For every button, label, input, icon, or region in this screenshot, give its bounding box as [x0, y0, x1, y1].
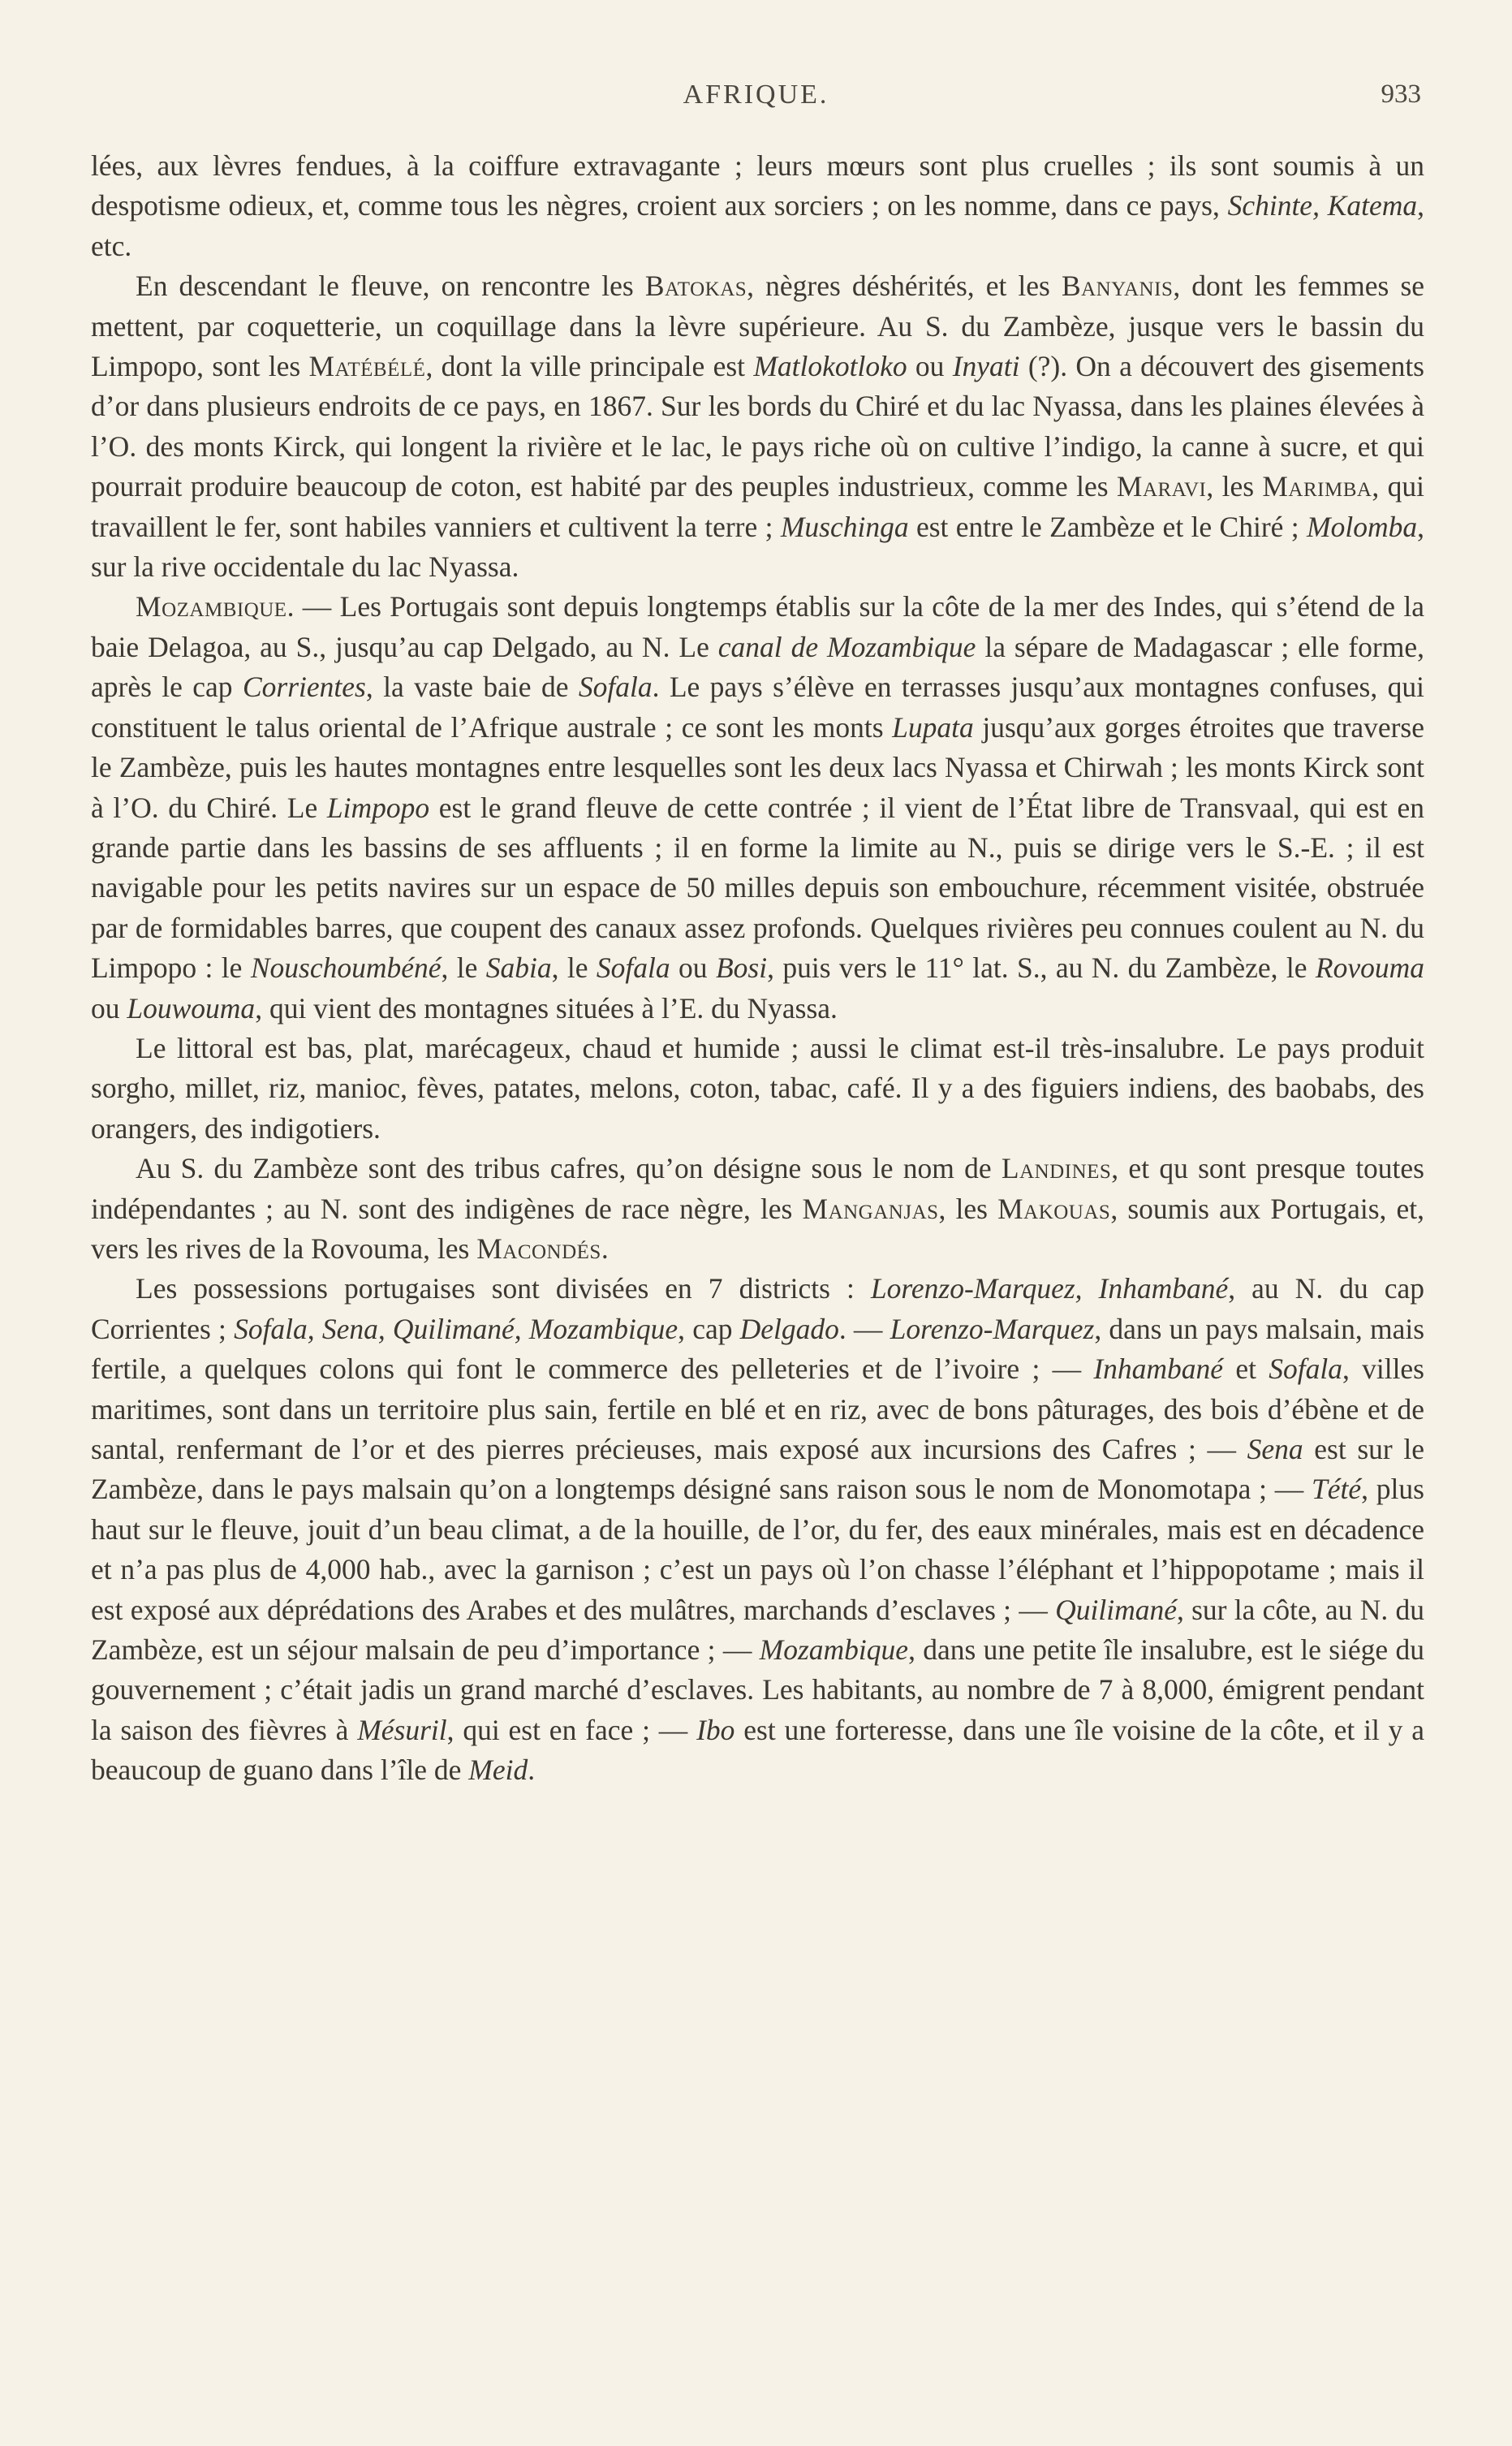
italic-term: Sofala — [578, 671, 653, 704]
running-title: AFRIQUE. — [683, 80, 829, 110]
italic-term: Sena — [1247, 1433, 1303, 1465]
text-run: Le littoral est bas, plat, marécageux, chaud et humide ; aussi le climat est-il très-insalubre. Le pays produit sorgho, millet, riz, manioc, fèves, patates, melons, coton, tabac, café. Il y a des figuiers indiens, des baobabs, des orangers, des indigotiers. — [91, 1031, 1424, 1145]
body-text — [91, 146, 1424, 1791]
small-caps-term: Batokas — [644, 270, 747, 303]
text-run: . — [528, 1754, 536, 1787]
italic-term: canal de Mozambique — [717, 630, 976, 663]
text-run: Au S. du Zambèze sont des tribus cafres, qu’on désigne sous le nom de — [136, 1152, 1002, 1185]
italic-term: Inyati — [952, 350, 1020, 383]
paragraph — [91, 146, 1424, 266]
text-run: , qui vient des montagnes situées à l’E. du Nyassa. — [255, 991, 838, 1025]
italic-term: Sofala, Sena, Quilimané, Mozambique — [234, 1312, 678, 1345]
italic-term: Matlokotloko — [753, 350, 907, 383]
running-head — [91, 80, 1421, 117]
italic-term: Mésuril — [357, 1713, 447, 1746]
italic-term: Lupata — [892, 710, 974, 744]
small-caps-term: Macondés — [476, 1232, 601, 1265]
text-run: . — Les Portugais sont depuis longtemps établis sur la côte de la mer des Indes, qui s’étend de la baie Delagoa, au S., jusqu’au cap Delgado, au N. Le — [91, 590, 1424, 663]
text-run: , plus haut sur le fleuve, jouit d’un beau climat, a de la houille, de l’or, du fer, des eaux minérales, mais est en décadence et n’a pas plus de 4,000 hab., avec la garnison ; c’est un pays où l’on chasse l’éléphant et l’hippopotame ; mais il est exposé aux déprédations des Arabes et des mulâtres, marchands d’esclaves ; — — [91, 1473, 1424, 1626]
small-caps-term: Mozambique — [136, 590, 287, 623]
paragraph — [91, 1149, 1424, 1269]
text-run: , sur la côte, au N. du Zambèze, est un séjour malsain de peu d’importance ; — — [91, 1593, 1424, 1667]
italic-term: Quilimané — [1055, 1593, 1177, 1626]
small-caps-term: Landines — [1001, 1152, 1112, 1185]
text-run: jusqu’aux gorges étroites que traverse le Zambèze, puis les hautes montagnes entre lesquelles sont les deux lacs Nyassa et Chirwah ; les monts Kirck sont à l’O. du Chiré. Le — [91, 710, 1424, 824]
text-run: , dans un pays malsain, mais fertile, a quelques colons qui font le commerce des pelleteries et de l’ivoire ; — — [91, 1312, 1425, 1386]
italic-term: Louwouma — [127, 991, 256, 1025]
italic-term: Rovouma — [1315, 951, 1425, 985]
small-caps-term: Maravi — [1116, 470, 1207, 503]
paragraph — [91, 1029, 1424, 1149]
small-caps-term: Banyanis — [1061, 270, 1174, 303]
text-run: , dans une petite île insalubre, est le siége du gouvernement ; c’était jadis un grand marché d’esclaves. Les habitants, au nombre de 7 à 8,000, émigrent pendant la saison des fièvres à — [91, 1633, 1424, 1746]
text-run: , sur la rive occidentale du lac Nyassa. — [91, 510, 1424, 584]
text-run: , et qu sont presque toutes indépendantes ; au N. sont des indigènes de race nègre, les — [91, 1152, 1424, 1225]
text-run: ou — [670, 951, 716, 985]
text-run: En descendant le fleuve, on rencontre les — [136, 270, 645, 303]
text-run: , qui est en face ; — — [446, 1713, 697, 1746]
text-run: , cap — [678, 1312, 740, 1345]
text-run: est une forteresse, dans une île voisine de la côte, et il y a beaucoup de guano dans l’île de — [91, 1713, 1424, 1787]
text-run: , les — [1206, 470, 1263, 503]
text-run: , soumis aux Portugais, et, vers les rives de la Rovouma, les — [91, 1192, 1425, 1265]
italic-term: Schinte, Katema — [1227, 189, 1418, 222]
text-run: ou — [91, 991, 127, 1025]
text-run: , au N. du cap Corrientes ; — [91, 1272, 1424, 1345]
paragraph — [91, 266, 1424, 587]
italic-term: Lorenzo-Marquez, Inhambané — [870, 1272, 1229, 1305]
italic-term: Tété — [1312, 1473, 1362, 1506]
page-number: 933 — [1381, 80, 1421, 109]
text-run: , le — [551, 951, 597, 985]
small-caps-term: Manganjas — [802, 1192, 939, 1225]
text-run: , nègres déshérités, et les — [747, 270, 1062, 303]
text-run: , qui travaillent le fer, sont habiles vanniers et cultivent la terre ; — [91, 470, 1424, 543]
italic-term: Nouschoumbéné — [250, 951, 442, 985]
text-run: , le — [441, 951, 486, 985]
italic-term: Bosi — [715, 951, 768, 985]
small-caps-term: Makouas — [997, 1192, 1111, 1225]
paragraph — [91, 1269, 1424, 1790]
italic-term: Molomba — [1307, 510, 1418, 543]
text-run: , villes maritimes, sont dans un territoire plus sain, fertile en blé et en riz, avec de bons pâturages, des bois d’ébène et de santal, renfermant de l’or et des pierres précieuses, mais exposé aux incursions des Cafres ; — — [91, 1352, 1425, 1465]
text-run: . — — [838, 1312, 890, 1345]
italic-term: Corrientes — [242, 671, 366, 704]
text-run: , dont la ville principale est — [425, 350, 754, 383]
text-run: , etc. — [91, 189, 1424, 262]
text-run: est le grand fleuve de cette contrée ; il vient de l’État libre de Transvaal, qui est en grande partie dans les bassins de ses affluents ; il en forme la limite au N., puis se dirige vers le S.-E. ; il est navigable pour les petits navires sur un espace de 50 milles depuis son embouchure, récemment visitée, obstruée par de formidables barres, que coupent des canaux assez profonds. Quelques rivières peu connues coulent au N. du Limpopo : le — [91, 791, 1425, 985]
italic-term: Delgado — [739, 1312, 839, 1345]
text-run: Les possessions portugaises sont divisées en 7 districts : — [136, 1272, 871, 1305]
text-run: (?). On a découvert des gisements d’or dans plusieurs endroits de ce pays, en 1867. Sur les bords du Chiré et du lac Nyassa, dans les plaines élevées à l’O. des monts Kirck, qui longent la rivière et le lac, le pays riche où on cultive l’indigo, la canne à sucre, et qui pourrait produire beaucoup de coton, est habité par des peuples industrieux, comme les — [91, 350, 1425, 503]
italic-term: Sofala — [596, 951, 670, 985]
italic-term: Sofala — [1269, 1352, 1342, 1386]
italic-term: Mozambique — [759, 1633, 909, 1667]
text-run: est entre le Zambèze et le Chiré ; — [908, 510, 1307, 543]
text-run: , les — [938, 1192, 998, 1225]
italic-term: Inhambané — [1093, 1352, 1224, 1386]
text-run: la sépare de Madagascar ; elle forme, après le cap — [91, 630, 1424, 704]
italic-term: Meid — [468, 1754, 528, 1787]
text-run: est sur le Zambèze, dans le pays malsain qu’on a longtemps désigné sans raison sous le nom de Monomotapa ; — — [91, 1433, 1424, 1506]
italic-term: Ibo — [696, 1713, 735, 1746]
italic-term: Limpopo — [326, 791, 430, 824]
text-run: . — [601, 1232, 609, 1265]
text-run: . Le pays s’élève en terrasses jusqu’aux montagnes confuses, qui constituent le talus oriental de l’Afrique australe ; ce sont les monts — [91, 671, 1424, 744]
italic-term: Lorenzo-Marquez — [890, 1312, 1095, 1345]
italic-term: Sabia — [485, 951, 552, 985]
text-run: ou — [907, 350, 953, 383]
text-run: , dont les femmes se mettent, par coquetterie, un coquillage dans la lèvre supérieure. Au S. du Zambèze, jusque vers le bassin du Limpopo, sont les — [91, 270, 1425, 383]
text-run: , la vaste baie de — [365, 671, 579, 704]
small-caps-term: Marimba — [1262, 470, 1372, 503]
small-caps-term: Matébélé — [308, 350, 426, 383]
italic-term: Muschinga — [780, 510, 909, 543]
paragraph — [91, 587, 1424, 1028]
text-run: et — [1223, 1352, 1269, 1386]
text-run: , puis vers le 11° lat. S., au N. du Zambèze, le — [767, 951, 1316, 985]
text-run: lées, aux lèvres fendues, à la coiffure extravagante ; leurs mœurs sont plus cruelles ; ils sont soumis à un despotisme odieux, et, comme tous les nègres, croient aux sorciers ; on les nomme, dans ce pays, — [91, 149, 1424, 222]
